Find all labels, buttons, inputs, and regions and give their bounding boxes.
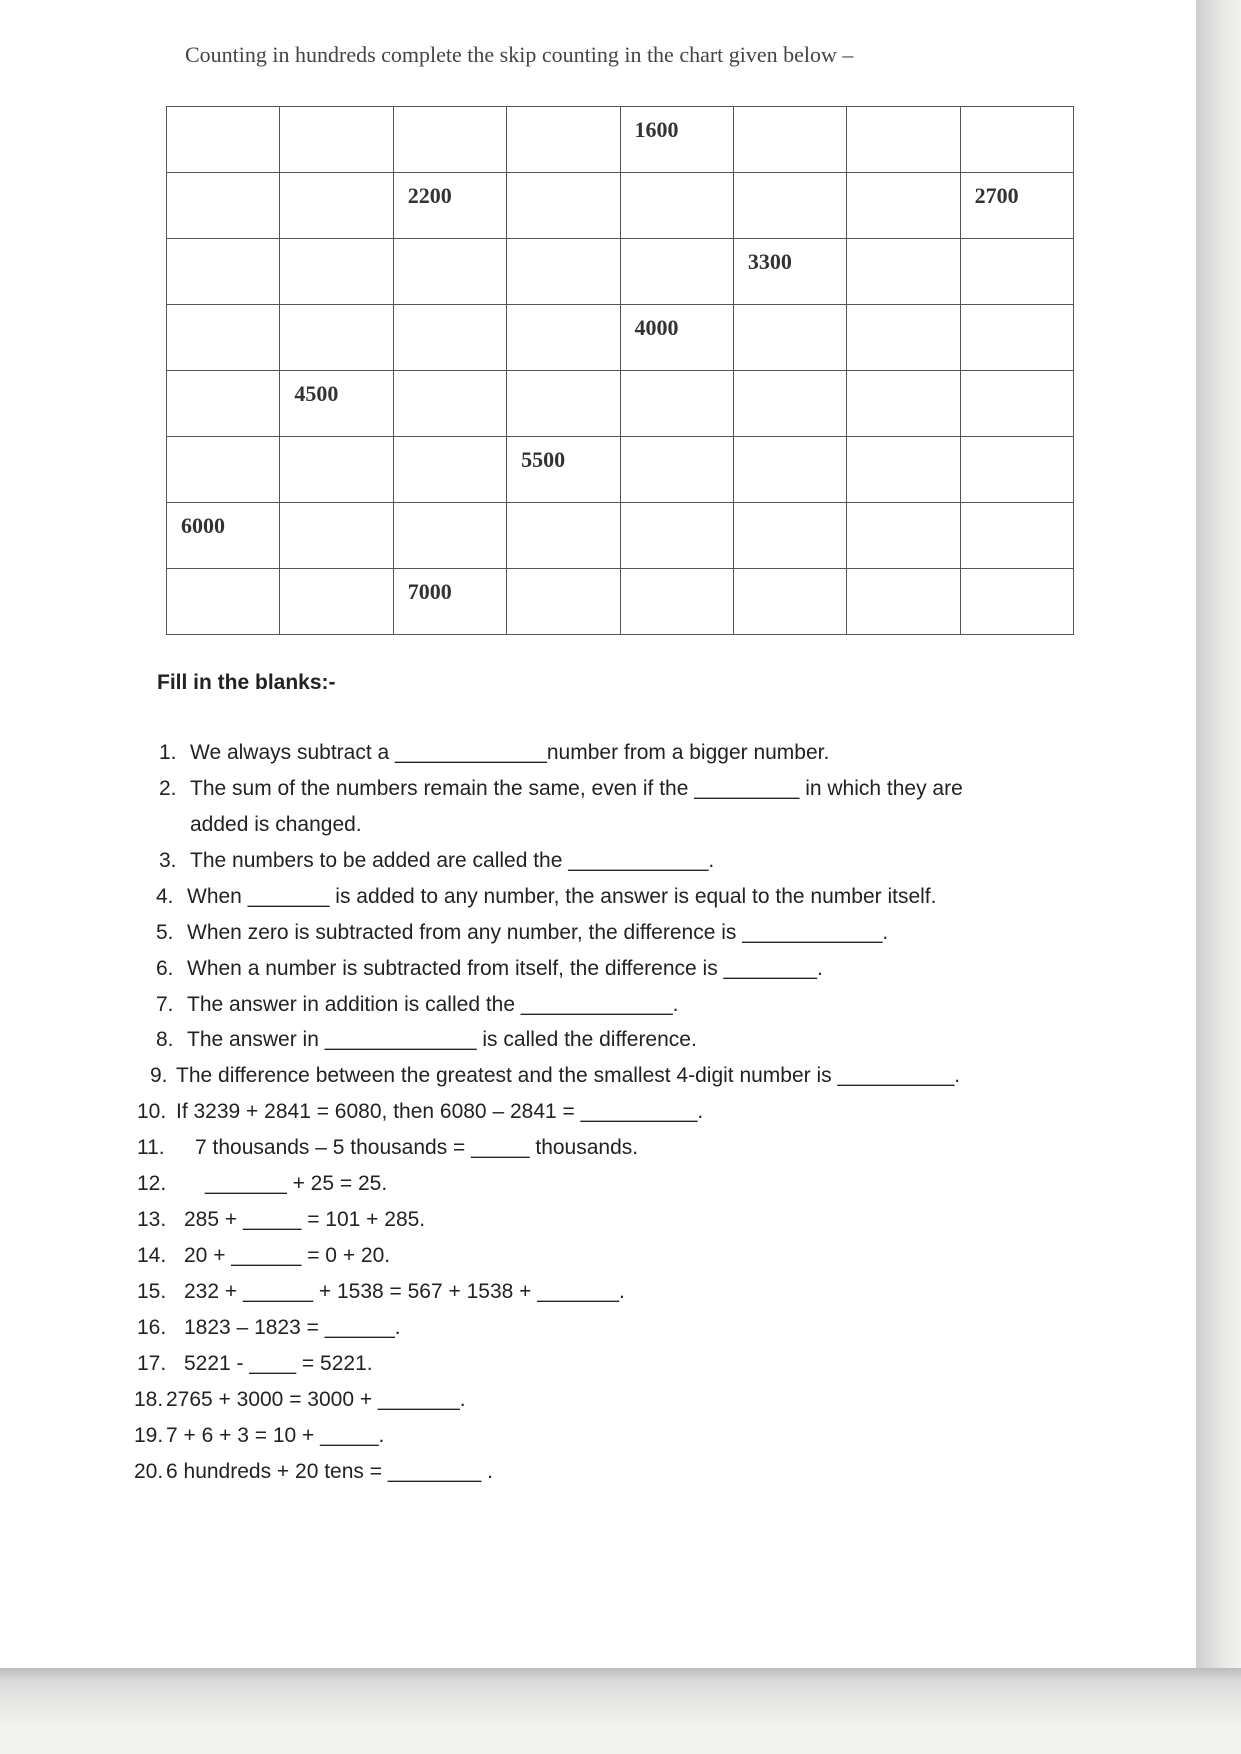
- chart-cell-value: [507, 569, 619, 579]
- chart-cell: [507, 239, 620, 305]
- chart-cell: [167, 173, 280, 239]
- chart-cell: [733, 569, 846, 635]
- chart-cell-value: [167, 569, 279, 579]
- chart-cell: [167, 305, 280, 371]
- chart-cell: [393, 173, 506, 239]
- chart-cell-value: 6000: [181, 513, 225, 538]
- chart-cell: [167, 239, 280, 305]
- question-item: [134, 1460, 493, 1484]
- question-text: 20 + ______ = 0 + 20.: [184, 1244, 391, 1267]
- chart-cell-value: [394, 239, 506, 249]
- chart-cell-value: 2700: [974, 183, 1019, 208]
- chart-cell: [960, 107, 1073, 173]
- question-text: 5221 - ____ = 5221.: [184, 1352, 373, 1375]
- chart-cell-value: [167, 305, 279, 315]
- chart-cell-value: [847, 437, 959, 447]
- chart-cell: [960, 239, 1073, 305]
- chart-cell-value: [280, 437, 392, 447]
- chart-cell: [847, 437, 960, 503]
- question-item: [137, 1244, 390, 1268]
- chart-cell: [280, 305, 393, 371]
- question-number: 10.: [137, 1100, 167, 1123]
- question-number: 2.: [159, 777, 177, 800]
- chart-cell: [167, 503, 280, 569]
- chart-cell: [507, 371, 620, 437]
- chart-cell-value: [507, 305, 619, 315]
- chart-cell-value: [621, 569, 733, 579]
- chart-cell: [393, 437, 506, 503]
- chart-cell-value: [167, 239, 279, 249]
- chart-cell-value: [734, 173, 846, 183]
- chart-cell-value: [847, 305, 959, 315]
- chart-cell-value: [961, 305, 1073, 315]
- question-number: 8.: [156, 1028, 174, 1051]
- chart-cell: [733, 305, 846, 371]
- question-number: 1.: [159, 741, 177, 764]
- question-number: 7.: [156, 993, 174, 1016]
- chart-cell: [280, 239, 393, 305]
- skip-counting-chart: [166, 106, 1074, 635]
- chart-cell: [620, 569, 733, 635]
- chart-cell-value: [507, 239, 619, 249]
- question-item: [159, 813, 362, 837]
- question-text: The sum of the numbers remain the same, even if the _________ in which they are: [190, 777, 963, 800]
- question-item: [156, 921, 888, 945]
- chart-cell: [620, 371, 733, 437]
- chart-cell: [167, 107, 280, 173]
- question-item: [137, 1136, 638, 1160]
- chart-cell-value: [734, 437, 846, 447]
- chart-cell: [507, 503, 620, 569]
- question-item: [137, 1280, 625, 1304]
- chart-cell-value: [394, 437, 506, 447]
- question-item: [137, 1100, 703, 1124]
- question-item: [137, 1208, 425, 1232]
- chart-cell: [847, 503, 960, 569]
- question-item: [137, 1316, 401, 1340]
- chart-cell-value: [734, 305, 846, 315]
- chart-cell: [167, 569, 280, 635]
- chart-cell: [620, 437, 733, 503]
- chart-cell-value: [961, 371, 1073, 381]
- chart-cell-value: [167, 107, 279, 117]
- question-number: 11.: [137, 1136, 165, 1159]
- chart-cell-value: [734, 107, 846, 117]
- question-item: [156, 957, 823, 981]
- chart-cell-value: [167, 437, 279, 447]
- chart-cell: [280, 173, 393, 239]
- question-number: 12.: [137, 1172, 167, 1195]
- question-text: 6 hundreds + 20 tens = ________ .: [166, 1460, 493, 1483]
- question-item: [134, 1388, 466, 1412]
- chart-cell: [507, 437, 620, 503]
- chart-cell-value: [167, 173, 279, 183]
- question-number: 20.: [134, 1460, 164, 1483]
- chart-cell: [620, 107, 733, 173]
- chart-cell-value: [847, 173, 959, 183]
- chart-cell: [280, 569, 393, 635]
- chart-cell: [960, 305, 1073, 371]
- chart-cell: [393, 503, 506, 569]
- chart-row: [167, 371, 1074, 437]
- chart-cell-value: 2200: [407, 183, 452, 208]
- chart-cell: [507, 569, 620, 635]
- question-number: 16.: [137, 1316, 167, 1339]
- chart-row: [167, 239, 1074, 305]
- chart-cell-value: [280, 173, 392, 183]
- chart-cell-value: [394, 371, 506, 381]
- chart-cell: [507, 305, 620, 371]
- chart-cell-value: [961, 107, 1073, 117]
- chart-cell-value: [621, 239, 733, 249]
- chart-cell: [507, 173, 620, 239]
- chart-cell-value: [621, 503, 733, 513]
- question-text: 1823 – 1823 = ______.: [184, 1316, 401, 1339]
- question-item: [134, 1424, 384, 1448]
- question-text: If 3239 + 2841 = 6080, then 6080 – 2841 = __________.: [176, 1100, 704, 1123]
- chart-cell-value: [734, 503, 846, 513]
- question-item: [159, 849, 714, 873]
- chart-cell-value: [394, 503, 506, 513]
- chart-cell-value: [847, 569, 959, 579]
- chart-cell-value: [394, 305, 506, 315]
- chart-cell: [620, 173, 733, 239]
- chart-row: [167, 569, 1074, 635]
- chart-cell: [847, 173, 960, 239]
- question-number: 4.: [156, 885, 174, 908]
- chart-cell: [280, 503, 393, 569]
- chart-cell: [847, 107, 960, 173]
- chart-cell: [393, 107, 506, 173]
- question-item: [150, 1064, 960, 1088]
- chart-cell-value: [280, 107, 392, 117]
- chart-cell: [733, 107, 846, 173]
- question-number: 18.: [134, 1388, 164, 1411]
- chart-cell: [733, 173, 846, 239]
- question-item: [137, 1172, 387, 1196]
- chart-cell: [507, 107, 620, 173]
- chart-cell: [393, 569, 506, 635]
- chart-row: [167, 173, 1074, 239]
- question-text: 285 + _____ = 101 + 285.: [184, 1208, 426, 1231]
- chart-cell: [960, 503, 1073, 569]
- fill-in-the-blanks-title: Fill in the blanks:-: [157, 671, 336, 694]
- question-text: The answer in addition is called the _____________.: [187, 993, 679, 1016]
- chart-cell-value: [507, 107, 619, 117]
- chart-cell-value: 1600: [634, 117, 679, 142]
- chart-cell-value: [507, 371, 619, 381]
- chart-cell: [960, 371, 1073, 437]
- question-item: [137, 1352, 373, 1376]
- chart-cell-value: [847, 107, 959, 117]
- chart-cell: [847, 305, 960, 371]
- question-number: 19.: [134, 1424, 164, 1447]
- question-text: 7 + 6 + 3 = 10 + _____.: [166, 1424, 385, 1447]
- chart-cell-value: [961, 569, 1073, 579]
- chart-row: [167, 107, 1074, 173]
- chart-cell-value: 7000: [407, 579, 452, 604]
- chart-cell: [960, 173, 1073, 239]
- chart-cell: [733, 371, 846, 437]
- question-item: [156, 1028, 697, 1052]
- chart-cell-value: 3300: [747, 249, 792, 274]
- page-edge-shadow: [1196, 0, 1241, 1754]
- chart-cell: [733, 437, 846, 503]
- chart-cell-value: 5500: [521, 447, 566, 472]
- chart-cell-value: [961, 437, 1073, 447]
- question-text: When a number is subtracted from itself, the difference is ________.: [187, 957, 823, 980]
- question-item: [159, 777, 963, 801]
- chart-cell-value: [961, 239, 1073, 249]
- page-bottom-shadow: [0, 1668, 1241, 1754]
- chart-cell-value: [394, 107, 506, 117]
- chart-cell: [960, 569, 1073, 635]
- question-item: [159, 741, 829, 765]
- chart-cell-value: [961, 503, 1073, 513]
- chart-cell: [280, 371, 393, 437]
- chart-cell: [393, 239, 506, 305]
- question-number: 6.: [156, 957, 174, 980]
- chart-cell-value: [280, 239, 392, 249]
- chart-cell-value: [621, 173, 733, 183]
- chart-cell-value: [847, 503, 959, 513]
- question-text: The numbers to be added are called the ____________.: [190, 849, 715, 872]
- chart-cell-value: [280, 305, 392, 315]
- question-number: 15.: [137, 1280, 167, 1303]
- chart-cell: [280, 437, 393, 503]
- chart-cell: [620, 305, 733, 371]
- chart-cell: [733, 239, 846, 305]
- chart-row: [167, 503, 1074, 569]
- chart-cell-value: [847, 371, 959, 381]
- chart-cell: [167, 437, 280, 503]
- chart-cell-value: [734, 371, 846, 381]
- question-item: [156, 885, 936, 909]
- chart-cell-value: 4000: [634, 315, 679, 340]
- question-text: When zero is subtracted from any number, the difference is ____________.: [187, 921, 889, 944]
- chart-cell-value: [280, 503, 392, 513]
- chart-cell-value: [621, 437, 733, 447]
- chart-cell: [960, 437, 1073, 503]
- chart-cell: [167, 371, 280, 437]
- chart-row: [167, 437, 1074, 503]
- question-text: The difference between the greatest and the smallest 4-digit number is __________.: [176, 1064, 961, 1087]
- chart-cell-value: [734, 569, 846, 579]
- chart-cell: [847, 569, 960, 635]
- question-number: 17.: [137, 1352, 167, 1375]
- chart-cell-value: [847, 239, 959, 249]
- chart-cell-value: [167, 371, 279, 381]
- question-item: [156, 993, 679, 1017]
- chart-cell-value: [507, 503, 619, 513]
- chart-cell-value: [621, 371, 733, 381]
- chart-cell: [847, 371, 960, 437]
- question-number: 13.: [137, 1208, 167, 1231]
- question-number: 3.: [159, 849, 177, 872]
- chart-cell-value: [507, 173, 619, 183]
- question-text: 7 thousands – 5 thousands = _____ thousands.: [195, 1136, 639, 1159]
- chart-cell: [393, 371, 506, 437]
- chart-cell-value: 4500: [294, 381, 339, 406]
- question-number: 14.: [137, 1244, 167, 1267]
- chart-cell: [280, 107, 393, 173]
- question-text: 232 + ______ + 1538 = 567 + 1538 + _______.: [184, 1280, 625, 1303]
- worksheet-heading: Counting in hundreds complete the skip counting in the chart given below –: [185, 42, 854, 67]
- question-number: 9.: [150, 1064, 168, 1087]
- question-text: The answer in _____________ is called the difference.: [187, 1028, 697, 1051]
- question-number: 5.: [156, 921, 174, 944]
- chart-cell: [393, 305, 506, 371]
- chart-row: [167, 305, 1074, 371]
- question-text: When _______ is added to any number, the answer is equal to the number itself.: [187, 885, 937, 908]
- question-text: _______ + 25 = 25.: [205, 1172, 388, 1195]
- question-text: 2765 + 3000 = 3000 + _______.: [166, 1388, 466, 1411]
- chart-cell-value: [280, 569, 392, 579]
- chart-cell: [847, 239, 960, 305]
- chart-cell: [620, 503, 733, 569]
- question-text: added is changed.: [190, 813, 362, 836]
- chart-cell: [620, 239, 733, 305]
- chart-cell: [733, 503, 846, 569]
- question-text: We always subtract a _____________number from a bigger number.: [190, 741, 830, 764]
